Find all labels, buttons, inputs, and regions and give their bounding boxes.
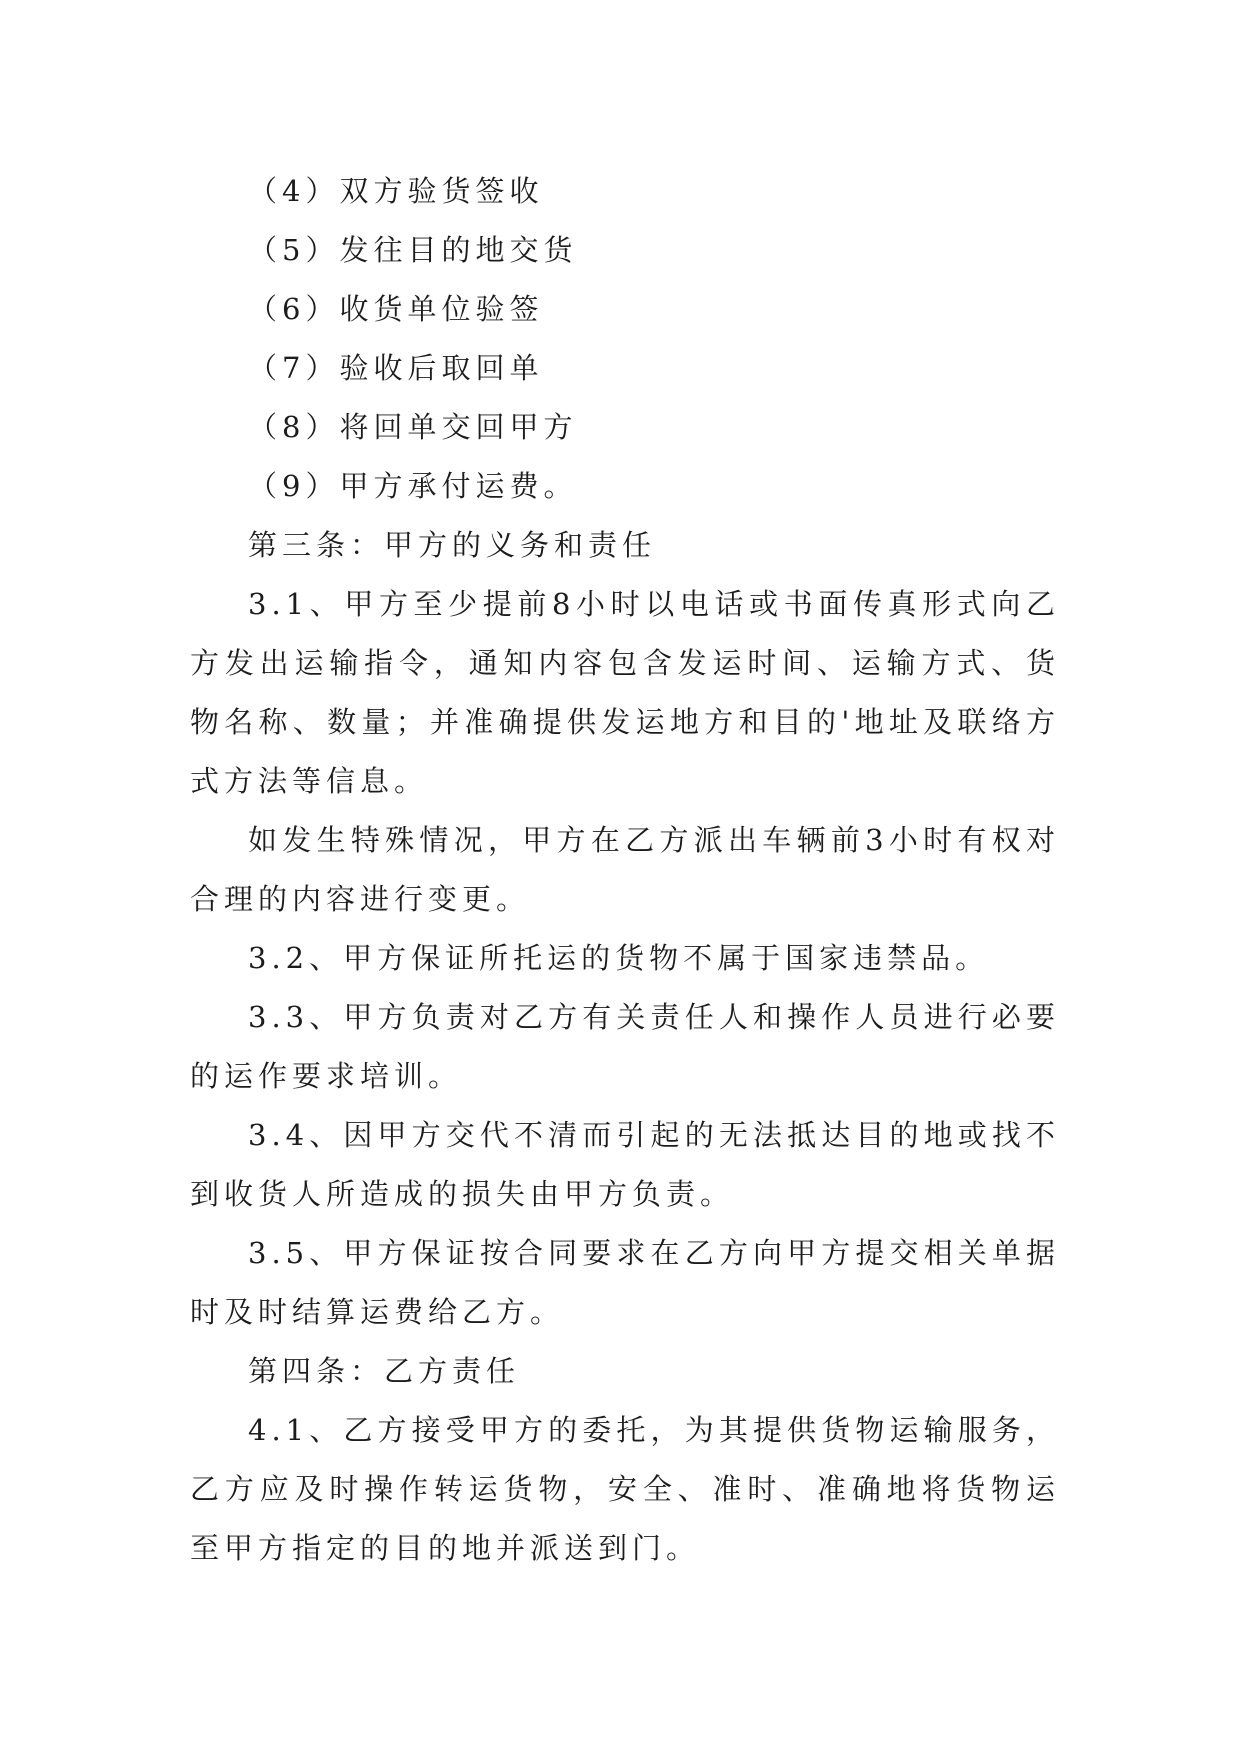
clause-3-3: 3.3、甲方负责对乙方有关责任人和操作人员进行必要的运作要求培训。 bbox=[190, 1000, 1060, 1093]
clause-3-4: 3.4、因甲方交代不清而引起的无法抵达目的地或找不到收货人所造成的损失由甲方负责。 bbox=[190, 1118, 1060, 1211]
document-page bbox=[190, 162, 1060, 1578]
list-item-step-6: （6）收货单位验签 bbox=[248, 292, 544, 326]
clause-4-1: 4.1、乙方接受甲方的委托，为其提供货物运输服务，乙方应及时操作转运货物，安全、准时、准确地将货物运至甲方指定的目的地并派送到门。 bbox=[190, 1413, 1060, 1565]
list-item-step-4: （4）双方验货签收 bbox=[248, 174, 544, 208]
clause-3-5: 3.5、甲方保证按合同要求在乙方向甲方提交相关单据时及时结算运费给乙方。 bbox=[190, 1236, 1060, 1329]
article-4-heading: 第四条：乙方责任 bbox=[248, 1354, 521, 1388]
article-3-heading: 第三条：甲方的义务和责任 bbox=[248, 528, 657, 562]
list-item-step-5: （5）发往目的地交货 bbox=[248, 233, 578, 267]
clause-3-1-note: 如发生特殊情况，甲方在乙方派出车辆前3小时有权对合理的内容进行变更。 bbox=[190, 823, 1060, 916]
clause-3-1: 3.1、甲方至少提前8小时以电话或书面传真形式向乙方发出运输指令，通知内容包含发运时间、运输方式、货物名称、数量；并准确提供发运地方和目的'地址及联络方式方法等信息。 bbox=[190, 587, 1060, 798]
list-item-step-7: （7）验收后取回单 bbox=[248, 351, 544, 385]
clause-3-2: 3.2、甲方保证所托运的货物不属于国家违禁品。 bbox=[248, 941, 990, 975]
list-item-step-8: （8）将回单交回甲方 bbox=[248, 410, 578, 444]
list-item-step-9: （9）甲方承付运费。 bbox=[248, 469, 578, 503]
